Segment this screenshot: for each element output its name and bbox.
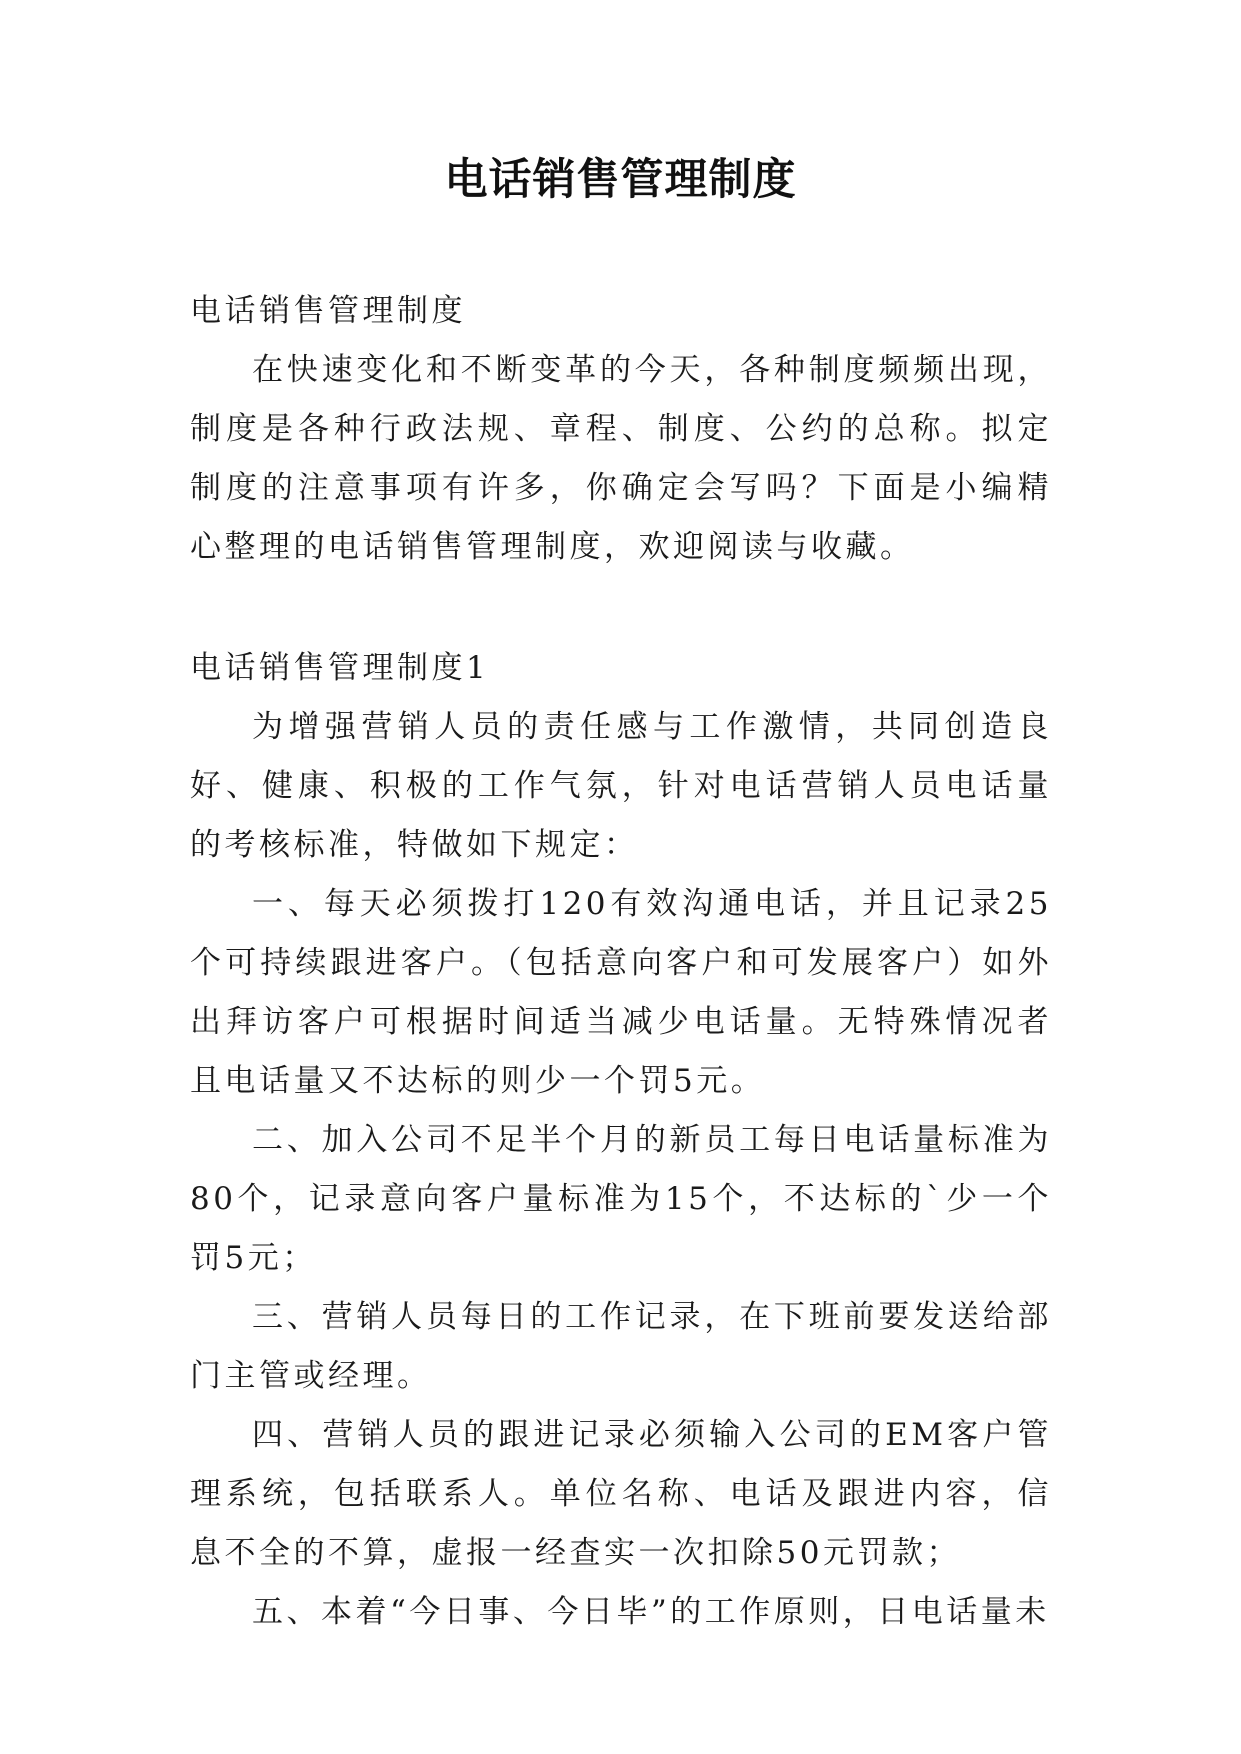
section1-paragraph: 四、营销人员的跟进记录必须输入公司的EM客户管理系统，包括联系人。单位名称、电话及跟进内容，信息不全的不算，虚报一经查实一次扣除50元罚款； <box>190 1417 1052 1571</box>
section1-paragraph: 五、本着“今日事、今日毕”的工作原则，日电话量未 <box>252 1594 1050 1630</box>
document-body <box>190 282 1052 1642</box>
section-spacer <box>190 577 1052 639</box>
intro-heading: 电话销售管理制度 <box>190 293 466 329</box>
section1-paragraph: 三、营销人员每日的工作记录，在下班前要发送给部门主管或经理。 <box>190 1299 1052 1394</box>
section1-paragraph: 一、每天必须拨打120有效沟通电话，并且记录25个可持续跟进客户。（包括意向客户和可发展客户）如外出拜访客户可根据时间适当减少电话量。无特殊情况者且电话量又不达标的则少一个罚5元。 <box>190 886 1052 1099</box>
section1-paragraph: 二、加入公司不足半个月的新员工每日电话量标准为80个，记录意向客户量标准为15个，不达标的`少一个罚5元； <box>190 1122 1052 1276</box>
document-title: 电话销售管理制度 <box>444 155 797 205</box>
section1-paragraph: 为增强营销人员的责任感与工作激情，共同创造良好、健康、积极的工作气氛，针对电话营销人员电话量的考核标准，特做如下规定： <box>190 709 1052 863</box>
intro-paragraph: 在快速变化和不断变革的今天，各种制度频频出现，制度是各种行政法规、章程、制度、公约的总称。拟定制度的注意事项有许多，你确定会写吗？下面是小编精心整理的电话销售管理制度，欢迎阅读与收藏。 <box>190 352 1052 565</box>
section1-heading: 电话销售管理制度1 <box>190 650 490 686</box>
